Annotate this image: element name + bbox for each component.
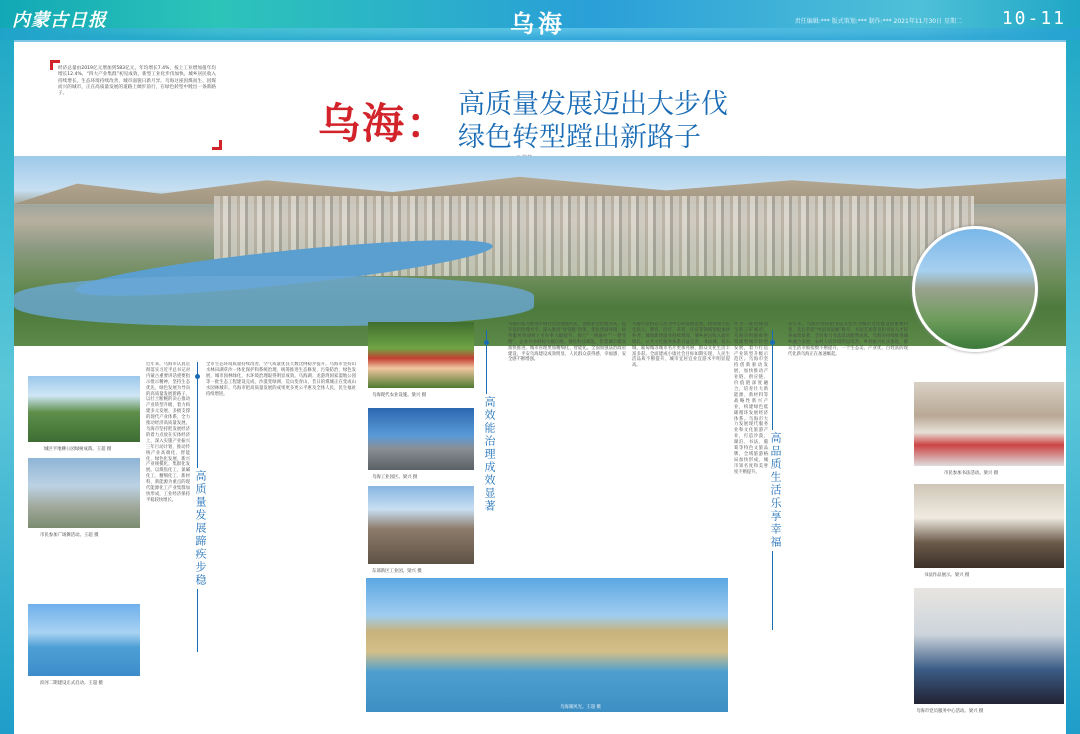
newspaper-logo: 内蒙古日报 [12, 10, 107, 31]
caption-greenhouse: 乌海现代农业设施。梁兴 摄 [372, 393, 427, 398]
caption-calligraphy: 市民参加书法活动。梁兴 摄 [944, 471, 999, 476]
photo-lake [366, 578, 728, 712]
page-meta: 责任编辑:*** 版式策划:*** 制作:*** 2021年11月30日 星期二 [794, 18, 962, 25]
intro-text: 经济总量由2019亿元增加到583亿元，年均增长7.4%，按上工业增加值年均增长12.4%，“四大产业集群”初见成效，新型工业化步伐加快。城乡居民收入持续增长。生态环境持续改善，城市面貌日新月异。乌海这座因煤而生、因煤而兴的城市，正在高质量发展的道路上阔步前行，在绿色转型中蹚出一条新路子。 [58, 66, 216, 97]
headline [318, 88, 728, 154]
photo-park [28, 376, 140, 442]
section-title: 乌海 [510, 10, 566, 38]
photo-exhibition [914, 484, 1064, 568]
intro-bracket-bottom [212, 140, 222, 150]
headline-main: 乌海： [318, 99, 451, 148]
photo-factory [368, 486, 474, 564]
circle-aerial-photo [912, 226, 1038, 352]
text-column-e: 作为一座因煤而生的工矿城市，乌海市积极推进资源型城市转型发展，着力打造产业转型升级示范区。乌海市坚持创新驱动发展，加快推动产业链、供应链、价值链深度融合，培育壮大新能源、新材料等战略性新兴产业，构建绿色低碳循环发展经济体系。乌海市大力发展现代服务业和文化旅游产业，打造沙漠、湖泊、书法、葡萄等特色文旅品牌，全域旅游格局加快形成，城市知名度和美誉度不断提升。 [734, 322, 768, 475]
section-title-left: 高质量发展蹄疾步稳 [194, 470, 207, 587]
photo-dance [28, 458, 140, 528]
headline-sub-line-2: 绿色转型蹚出新路子 [458, 122, 702, 153]
photo-service-center [914, 588, 1064, 704]
headline-sub [458, 88, 728, 154]
headline-sub-line-1: 高质量发展迈出大步伐 [458, 89, 729, 120]
photo-industry [368, 408, 474, 470]
photo-greenhouse [368, 322, 474, 388]
panorama-lake [14, 276, 534, 326]
caption-park: 城区平地柳公园绿树成荫。王超 摄 [44, 447, 112, 452]
caption-construction: 滨河二期建设正式启动。王超 摄 [40, 681, 103, 686]
right-side-bar [1066, 40, 1080, 734]
text-column-d: 乌海市坚持以人民为中心的发展思想，持续加大民生投入，教育、医疗、养老、住房等领域短板加快补齐。城镇新增就业持续增加，城乡居民收入稳步增长。公共文化服务体系日益完善，书法城、赏石城、葡萄城等城市名片更加亮丽，群众文化生活丰富多彩。全面建成小康社会目标如期实现，人民生活品质不断提升，城市宜居宜业宜游水平明显提高。 [632, 322, 730, 369]
text-column-c: 乌海市着力推进市域社会治理现代化，创新社会治理方式，提升基层治理水平。深入推进“放管服”改革，优化营商环境，政务服务事项网上可办率大幅提升。推行“一网通办”“一窗受理”，企业开办时间大幅压缩。强化科技赋能，智慧城市建设加快推进，城市管理更加精细化、智能化。全面加强法治政府建设，平安乌海建设成效明显，人民群众获得感、幸福感、安全感不断增强。 [508, 322, 626, 363]
section-title-right: 高品质生活乐享幸福 [769, 432, 782, 549]
section-title-middle: 高效能治理成效显著 [483, 396, 496, 513]
caption-service-center: 乌海市党员服务中心活动。梁兴 摄 [916, 709, 984, 714]
caption-factory: 东部新区工业园。梁兴 摄 [372, 569, 422, 574]
top-banner [0, 0, 1080, 40]
caption-lake: 乌海湖风光。王超 摄 [560, 705, 601, 710]
left-side-bar [0, 40, 14, 734]
page-number: 10-11 [1001, 8, 1066, 29]
text-column-a: 近年来，乌海市认真贯彻落实习近平总书记对内蒙古重要讲话重要指示批示精神，坚持生态优先、绿色发展为导向的高质量发展新路子，以壮士断腕的决心推动产业转型升级，着力构建多元发展、多极支撑的现代产业体系，全力推动经济高质量发展。乌海市坚持把发展经济的着力点放在实体经济上，深入实施产业振兴三年行动计划，推动传统产业高端化、智能化、绿色化发展，新兴产业规模化、集群化发展。以煤焦化工、氯碱化工、精细化工、新材料、新能源为重点的现代能源化工产业集群加快形成，工业经济保持平稳较快增长。 [146, 362, 190, 503]
caption-exhibition: 书法作品展示。梁兴 摄 [924, 573, 970, 578]
city-panorama-photo [14, 156, 1066, 346]
left-title-dot [195, 374, 200, 379]
photo-construction [28, 604, 140, 676]
caption-dance: 市民参加广场舞活动。王超 摄 [40, 533, 99, 538]
text-column-b: 全市生态环境质量持续改善，空气质量优良天数比例稳步提升。乌海市坚持山水林田湖草沙一体化保护和系统治理，统筹推进生态修复、污染防治、绿色发展，城市园林绿化、水环境治理取得明显成效。乌海湖、龙游湾国家湿地公园等一批生态工程建设完成，沙漠变绿洲、荒山变青山，昔日的煤城正在变成山水园林城市。乌海市把高质量发展的成果更多更公平惠及全体人民，民生福祉持续增进。 [206, 362, 356, 397]
right-title-dot [770, 340, 775, 345]
text-column-f: 多年来，乌海市坚持把书法文化作为城市文化建设的重要内容，先后荣获“中国书法城”称号，书法艺术普及和书法人才培养成效显著，全民参与书法活动蔚然成风。乌海市持续推进城乡融合发展，农村人居环境明显改善，乡村振兴扎实推进，群众生活幸福指数不断提升，一个生态美、产业优、百姓富的现代化新乌海正在加速崛起。 [788, 322, 908, 357]
photo-calligraphy [914, 382, 1064, 466]
caption-industry: 乌海工业园区。梁兴 摄 [372, 475, 418, 480]
middle-title-dot [484, 340, 489, 345]
